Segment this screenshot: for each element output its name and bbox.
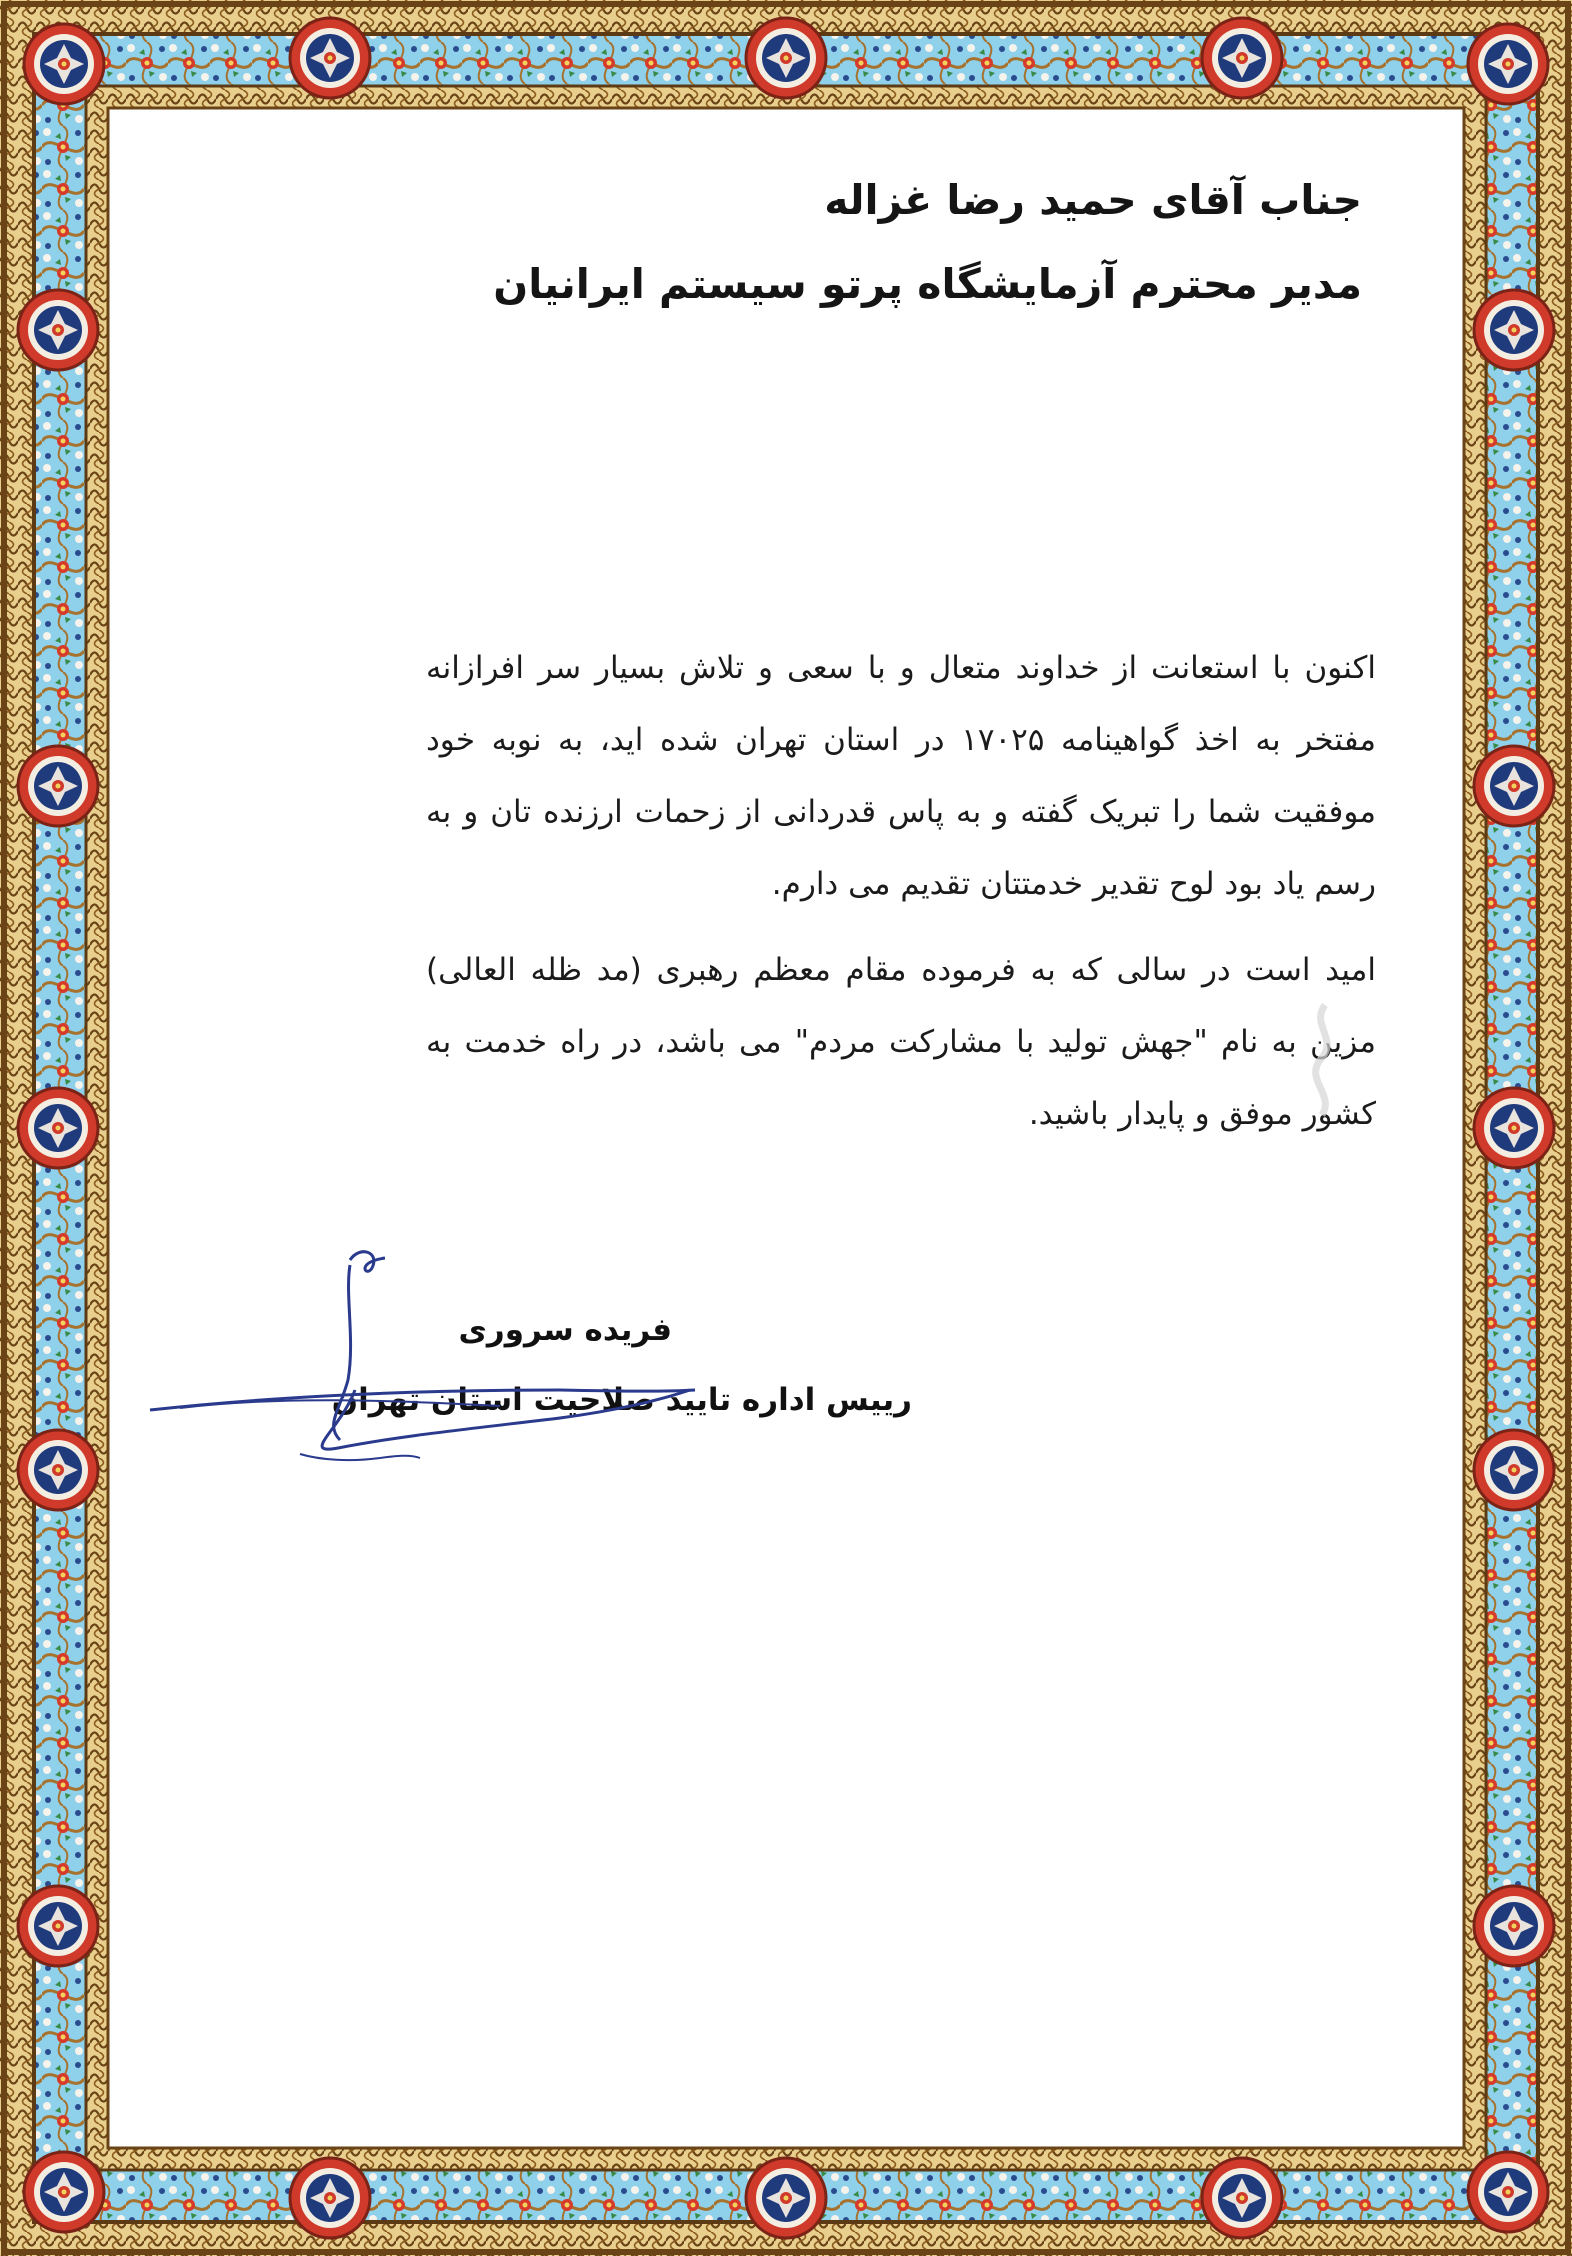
signer-title: رییس اداره تایید صلاحیت استان تهران xyxy=(331,1382,912,1418)
body-paragraph-2: امید است در سالی که به فرموده مقام معظم رهبری (مد ظله العالی) مزین به نام "جهش تولید با مشارکت مردم" می باشد، در راه خدمت به کشور موفق و پایدار باشید. xyxy=(426,952,1376,1132)
scan-smudge xyxy=(1300,1000,1350,1120)
signer-name: فریده سروری xyxy=(458,1312,672,1348)
body-paragraph-1: اکنون با استعانت از خداوند متعال و با سعی و تلاش بسیار سر افرازانه مفتخر به اخذ گواهینامه ۱۷۰۲۵ در استان تهران شده اید، به نوبه خود موفقیت شما را تبریک گفته و به پاس قدردانی از زحمات ارزنده تان و به رسم یاد بود لوح تقدیر خدمتتان تقدیم می دارم. xyxy=(426,650,1376,902)
recipient-title: جناب آقای حمید رضا غزاله xyxy=(824,176,1362,224)
recipient-role: مدیر محترم آزمایشگاه پرتو سیستم ایرانیان xyxy=(493,260,1362,308)
letter-body xyxy=(426,632,1376,1150)
